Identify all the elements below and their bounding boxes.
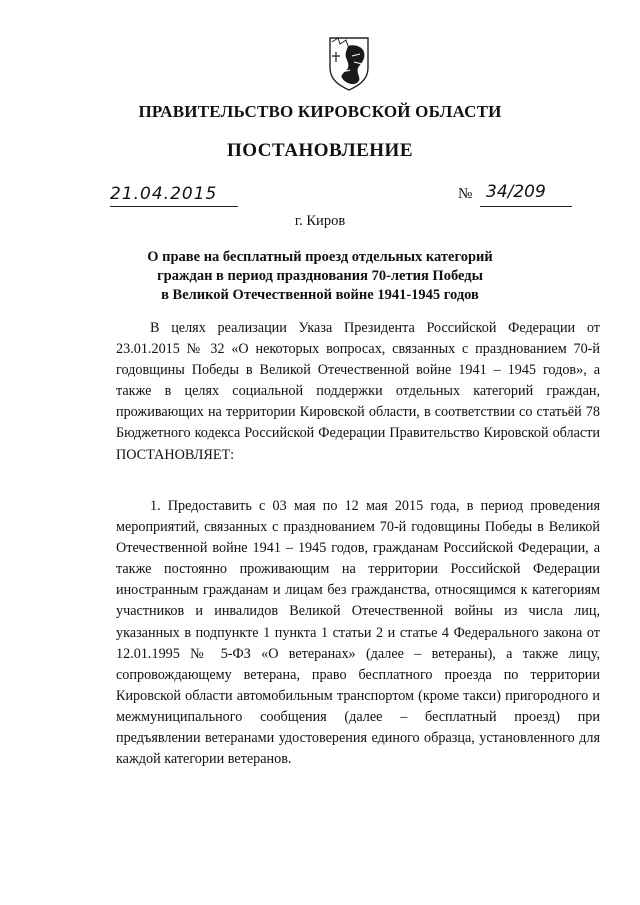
coat-of-arms-icon (324, 34, 374, 92)
body-paragraph-2: 1. Предоставить с 03 мая по 12 мая 2015 года, в период проведения мероприятий, связанных с празднованием 70-й годовщины Победы в Великой Отечественной войне 1941 – 1945 годов, гражданам Российской Федерации, а также постоянно проживающим на территории Российской Федерации иностранным гражданам и лицам без гражданства, относящимся к категориям участников и инвалидов Великой Отечественной войны из числа лиц, указанных в подпункте 1 пункта 1 статьи 2 и статье 4 Федерального закона от 12.01.1995 № 5-ФЗ «О ветеранах» (далее – ветераны), а также лицу, сопровождающему ветерана, право бесплатного проезда по территории Кировской области автомобильным транспортом (кроме такси) пригородного и межмуниципального сообщения (далее – бесплатный проезд) при предъявлении ветеранами удостоверения единого образца, установленного для каждой категории ветеранов. (116, 498, 600, 768)
document-type: ПОСТАНОВЛЕНИЕ (226, 140, 414, 161)
number-underline (480, 206, 572, 207)
title-line-3: в Великой Отечественной войне 1941-1945 годов (161, 287, 479, 303)
date-underline (110, 206, 238, 207)
number-sign: № (458, 186, 473, 202)
document-title (0, 248, 640, 305)
title-line-1: О праве на бесплатный проезд отдельных категорий (147, 249, 493, 265)
title-line-2: граждан в период празднования 70-летия Победы (157, 268, 483, 284)
document-number: 34/209 (486, 182, 546, 202)
organization-name: ПРАВИТЕЛЬСТВО КИРОВСКОЙ ОБЛАСТИ (138, 102, 502, 121)
body-paragraph-1: В целях реализации Указа Президента Российской Федерации от 23.01.2015 № 32 «О некоторых вопросах, связанных с празднованием 70-й годовщины Победы в Великой Отечественной войне 1941 – 1945 годов», а также в целях социальной поддержки отдельных категорий граждан, проживающих на территории Кировской области, в соответствии со статьёй 78 Бюджетного кодекса Российской Федерации Правительство Кировской области ПОСТАНОВЛЯЕТ: (116, 320, 600, 463)
city: г. Киров (294, 213, 346, 229)
document-date: 21.04.2015 (110, 184, 218, 204)
